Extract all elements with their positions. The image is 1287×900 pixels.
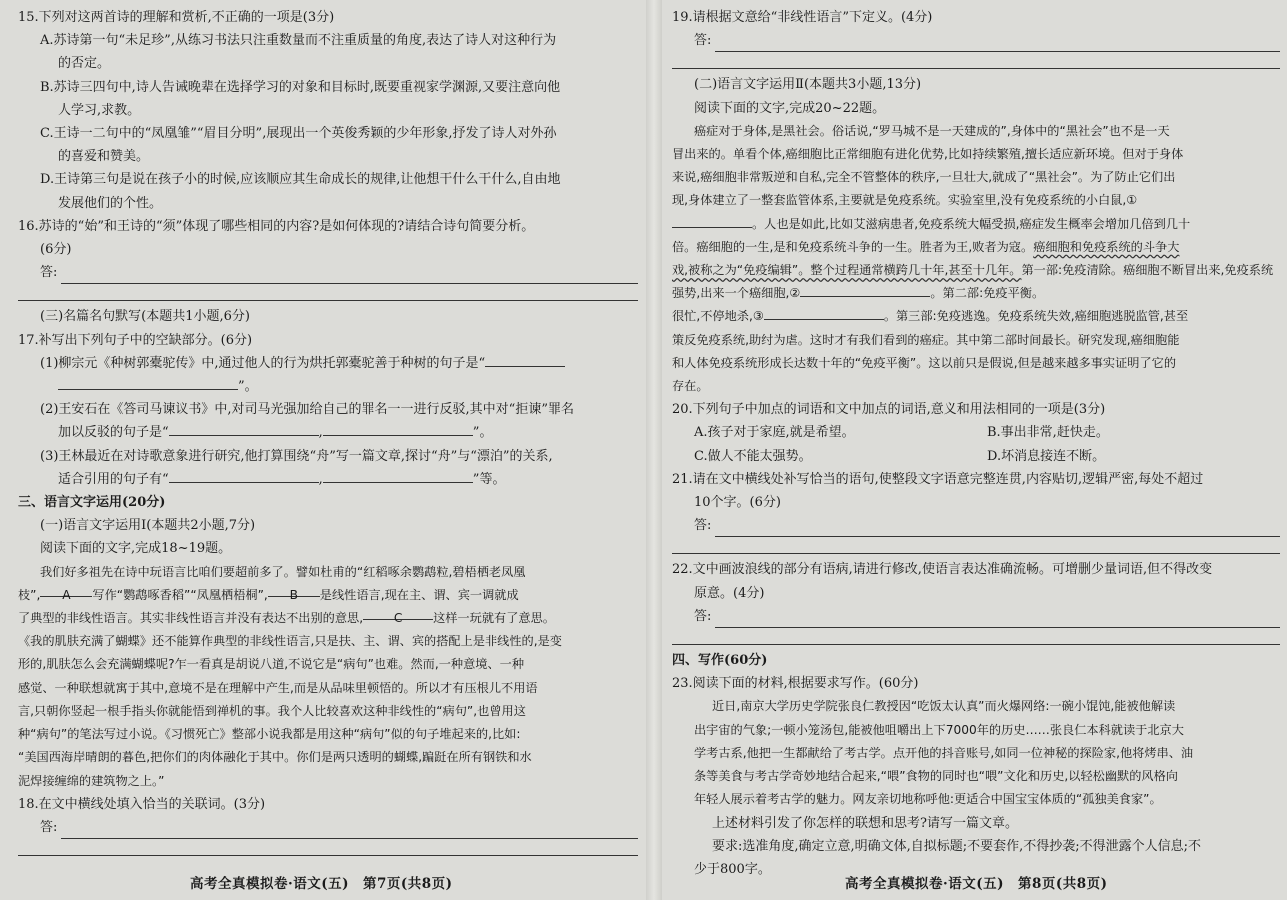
- reading-instruction-1: 阅读下面的文字,完成18~19题。: [40, 541, 232, 557]
- blank-c[interactable]: C: [363, 607, 433, 620]
- writing-material: 近日,南京大学历史学院张良仁教授因“吃饭太认真”而火爆网络:一碗小馄饨,能被他解读 出宇宙的气象;一顿小笼汤包,能被他咀嚼出上下7000年的历史……张良仁本科就读于北京大 学考古系,他把一生都献给了考古学。点开他的抖音账号,如同一位神秘的探险家,他将烤串、油 条等美食与考古学奇妙地结合起来,“喂”食物的同时也“喂”文化和历史,以轻松幽默的风格向 年轻人展示着考古学的魅力。网友亲切地称呼他:更适合中国宝宝体质的“孤独美食家”。: [694, 699, 1194, 807]
- part-3-heading: 三、语言文字运用(20分): [18, 495, 166, 511]
- part-4-heading: 四、写作(60分): [672, 653, 768, 669]
- answer-label: 答:: [694, 518, 712, 534]
- q15-option-a: A.苏诗第一句“未足珍”,从练习书法只注重数量而不注重质量的角度,表达了诗人对这种行为: [40, 33, 557, 49]
- passage-1: 我们好多祖先在诗中玩语言比咱们要超前多了。譬如杜甫的“红稻啄余鹦鹉粒,碧梧栖老凤凰 枝”, A 写作“鹦鹉啄香稻”“凤凰栖梧桐”, B 是线性语言,现在主、谓、宾一调就成 了典型的非线性语言。其实非线性语言并没有表达不出别的意思, C 这样一玩就有了意思。 《我的肌肤充满了蝴蝶》还不能算作典型的非线性语言,只是扶、主、谓、宾的搭配上是非线性的,是变 形的,肌肤怎么会充满蝴蝶呢?乍一看真是胡说八道,不说它是“病句”也难。然而,一种意境、一种 感觉、一种联想就寓于其中,意境不是在理解中产生,而是从品味里顿悟的。所以才有压根儿不用语 言,只朝你竖起一根手指头你就能悟到禅机的事。我个人比较喜欢这种非线性的“病句”,也曾用这 种“病句”的笔法写过小说。《习惯死亡》整部小说我都是用这种“病句”似的句子堆起来的,比如: “美国西海岸晴朗的暮色,把你们的肉体融化于其中。你们是两只透明的蝴蝶,蹁跹在所有钢铁和水 泥焊接缠绵的建筑物之上。”: [18, 564, 562, 788]
- q15-option-b: B.苏诗三四句中,诗人告诫晚辈在选择学习的对象和目标时,既要重视家学渊源,又要注意向他: [40, 79, 561, 95]
- q17-item-1-cont: ”。: [18, 375, 638, 398]
- q15-option-b-cont: 人学习,求教。: [58, 102, 141, 118]
- q19-answer-line-2[interactable]: [672, 54, 1280, 69]
- q17-item-2: (2)王安石在《答司马谏议书》中,对司马光强加给自己的罪名一一进行反驳,其中对“拒谏”罪名: [40, 402, 574, 418]
- q20-options-row-2: [672, 445, 1280, 468]
- q15-option-d: D.王诗第三句是说在孩子小的时候,应该顺应其生命成长的规律,让他想干什么干什么,自由地: [40, 172, 561, 188]
- q20-options-row-1: [672, 421, 1280, 444]
- passage-blank-2[interactable]: [800, 284, 930, 297]
- q23-stem: 23.阅读下面的材料,根据要求写作。(60分): [672, 676, 919, 692]
- q17-item-2-cont: 加以反驳的句子是“ , ”。: [58, 425, 493, 441]
- page-7-footer: 高考全真模拟卷·语文(五) 第7页(共8页): [190, 876, 453, 892]
- q21-answer-line[interactable]: [672, 514, 1280, 537]
- q17-item-3: (3)王林最近在对诗歌意象进行研究,他打算围绕“舟”写一篇文章,探讨“舟”与“漂泊”的关系,: [40, 448, 553, 464]
- page-7: [18, 6, 638, 860]
- q18-answer-line[interactable]: [18, 816, 638, 839]
- q17-blank-1[interactable]: [485, 354, 565, 367]
- passage-2: 癌症对于身体,是黑社会。俗话说,“罗马城不是一天建成的”,身体中的“黑社会”也不是一天 冒出来的。单看个体,癌细胞比正常细胞有进化优势,比如持续繁殖,擅长适应新环境。但对于身体 来说,癌细胞非常叛逆和自私,完全不管整体的秩序,一旦壮大,就成了“黑社会”。为了防止它们出 现,身体建立了一整套监管体系,主要就是免疫系统。实验室里,没有免疫系统的小白鼠,① 。人也是如此,比如艾滋病患者,免疫系统大幅受损,癌症发生概率会增加几倍到几十 倍。癌细胞的一生,是和免疫系统斗争的一生。胜者为王,败者为寇。癌细胞和免疫系统的斗争大 戏,被称之为“免疫编辑”。整个过程通常横跨几十年,甚至十几年。第一部:免疫清除。癌细胞不断冒出来,免疫系统 强势,出来一个癌细胞,② 。第二部:免疫平衡。 很忙,不停地杀,③ 。第三部:免疫逃逸。免疫系统失效,癌细胞逃脱监管,甚至 策反免疫系统,助纣为虐。这时才有我们看到的癌症。其中第二部时间最长。研究发现,癌细胞能 和人体免疫系统形成长达数十年的“免疫平衡”。这以前只是假说,但是越来越多事实证明了它的 存在。: [672, 123, 1274, 394]
- answer-label: 答:: [40, 265, 58, 281]
- q15-option-d-cont: 发展他们的个性。: [58, 195, 163, 211]
- writing-requirements: 要求:选准角度,确定立意,明确文体,自拟标题;不要套作,不得抄袭;不得泄露个人信息;不: [712, 838, 1202, 854]
- q15-option-c-cont: 的喜爱和赞美。: [58, 149, 150, 165]
- subsection-2-heading: (二)语言文字运用Ⅱ(本题共3小题,13分): [694, 77, 922, 93]
- q19-stem: 19.请根据文意给“非线性语言”下定义。(4分): [672, 10, 933, 25]
- q16-score: (6分): [40, 242, 72, 258]
- answer-label: 答:: [694, 33, 712, 49]
- q17-blank-3a[interactable]: [169, 470, 319, 483]
- q17-stem: 17.补写出下列句子中的空缺部分。(6分): [18, 332, 253, 348]
- q17-blank-2a[interactable]: [169, 423, 319, 436]
- q16-stem: 16.苏诗的“始”和王诗的“须”体现了哪些相同的内容?是如何体现的?请结合诗句简要分析。: [18, 218, 535, 234]
- reading-instruction-2: 阅读下面的文字,完成20~22题。: [694, 100, 886, 116]
- q21-stem: 21.请在文中横线处补写恰当的语句,使整段文字语意完整连贯,内容贴切,逻辑严密,每处不超过: [672, 471, 1204, 487]
- q15-option-a-cont: 的否定。: [58, 56, 111, 72]
- answer-label: 答:: [694, 608, 712, 624]
- q16-answer-line[interactable]: [18, 261, 638, 284]
- wavy-underlined-sentence: 癌细胞和免疫系统的斗争大: [1033, 239, 1180, 254]
- page-fold: [646, 0, 662, 900]
- q17-blank-3b[interactable]: [323, 470, 473, 483]
- q18-answer-line-2[interactable]: [18, 841, 638, 856]
- answer-label: 答:: [40, 819, 58, 835]
- q22-answer-line-2[interactable]: [672, 630, 1280, 645]
- writing-prompt: 上述材料引发了你怎样的联想和思考?请写一篇文章。: [712, 815, 1018, 831]
- q18-stem: 18.在文中横线处填入恰当的关联词。(3分): [18, 796, 266, 812]
- q22-stem-cont: 原意。(4分): [694, 585, 765, 601]
- passage-blank-1[interactable]: [672, 215, 752, 228]
- q17-item-3-cont: 适合引用的句子有“ , ”等。: [58, 471, 506, 487]
- q17-item-1: (1)柳宗元《种树郭橐驼传》中,通过他人的行为烘托郭橐驼善于种树的句子是“: [18, 352, 638, 375]
- q20-option-d[interactable]: D.坏消息接连不断。: [987, 448, 1106, 464]
- q21-answer-line-2[interactable]: [672, 539, 1280, 554]
- subsection-1-heading: (一)语言文字运用Ⅰ(本题共2小题,7分): [40, 518, 256, 534]
- q20-option-b[interactable]: B.事出非常,赶快走。: [987, 425, 1109, 441]
- page-8: [672, 6, 1280, 881]
- blank-b[interactable]: B: [268, 584, 320, 597]
- q16-answer-line-2[interactable]: [18, 286, 638, 301]
- q20-option-a[interactable]: A.孩子对于家庭,就是希望。: [694, 425, 855, 441]
- q22-answer-line[interactable]: [672, 605, 1280, 628]
- q15-option-c: C.王诗一二句中的“凤凰雏”“眉目分明”,展现出一个英俊秀颖的少年形象,抒发了诗人对外孙: [40, 126, 557, 142]
- q15-stem: 15.下列对这两首诗的理解和赏析,不正确的一项是(3分): [18, 10, 335, 25]
- q20-option-c[interactable]: C.做人不能太强势。: [694, 448, 812, 464]
- section-3-heading: (三)名篇名句默写(本题共1小题,6分): [40, 309, 250, 325]
- writing-requirements-cont: 少于800字。: [694, 861, 771, 877]
- page-8-footer: 高考全真模拟卷·语文(五) 第8页(共8页): [845, 876, 1108, 892]
- blank-a[interactable]: A: [40, 584, 92, 597]
- q19-answer-line[interactable]: [672, 29, 1280, 52]
- q20-stem: 20.下列句子中加点的词语和文中加点的词语,意义和用法相同的一项是(3分): [672, 402, 1106, 418]
- passage-blank-3[interactable]: [764, 307, 884, 320]
- q17-blank-1b[interactable]: [58, 377, 238, 390]
- q21-stem-cont: 10个字。(6分): [694, 495, 781, 511]
- q22-stem: 22.文中画波浪线的部分有语病,请进行修改,使语言表达准确流畅。可增删少量词语,但不得改变: [672, 562, 1213, 578]
- q17-blank-2b[interactable]: [323, 423, 473, 436]
